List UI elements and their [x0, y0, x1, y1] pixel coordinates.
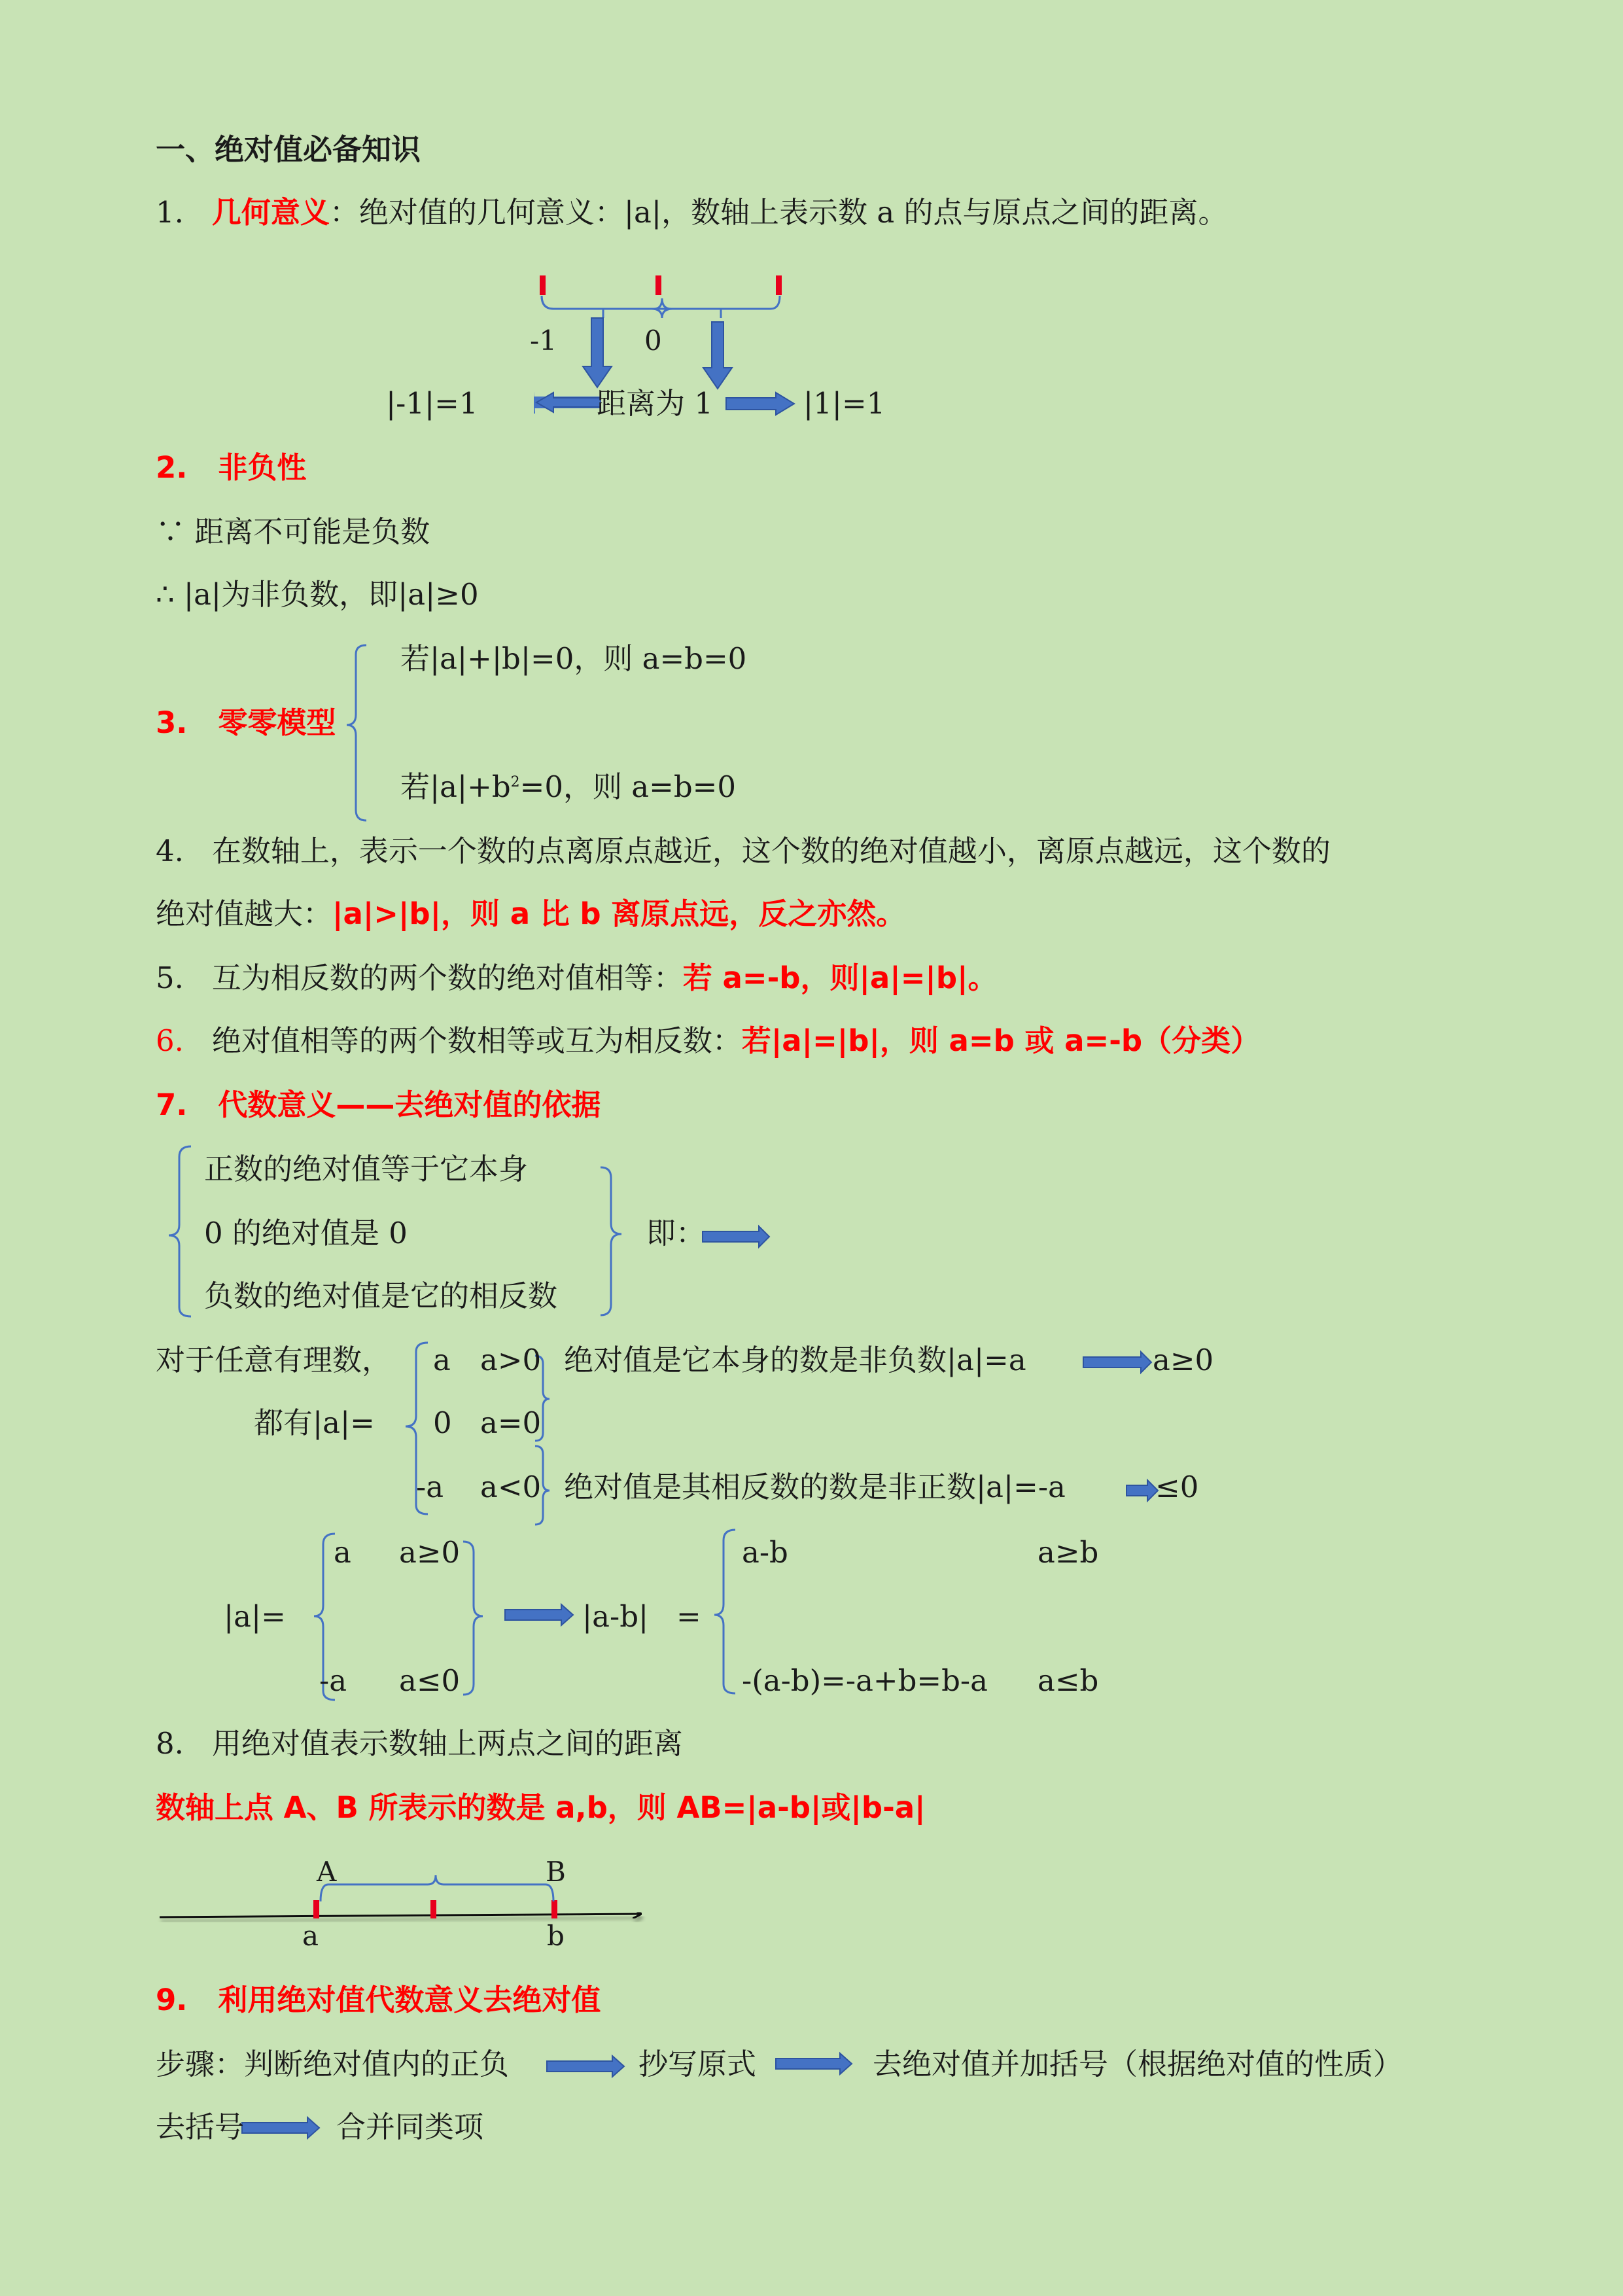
diff-case-2-value: -(a-b)=-a+b=b-a	[742, 1663, 988, 1698]
note-nonpositive-result: ≤0	[1155, 1470, 1199, 1504]
number-line-2	[160, 1914, 641, 1917]
abs-case-2-cond: a≤0	[399, 1663, 461, 1698]
down-arrow-icon	[703, 322, 732, 389]
diff-case-2-cond: a≤b	[1038, 1663, 1099, 1698]
axis2-label-A: A	[317, 1856, 337, 1888]
right-arrow-icon	[776, 2053, 852, 2074]
case-pos-cond: a>0	[480, 1343, 542, 1377]
brace-zero-model	[347, 645, 366, 821]
section-4-line-1: 4. 在数轴上，表示一个数的点离原点越近，这个数的绝对值越小，离原点越远，这个数的	[156, 834, 1331, 868]
step-5: 合并同类项	[336, 2110, 484, 2144]
section-5-line: 5. 互为相反数的两个数的绝对值相等：若 a=-b，则|a|=|b|。	[156, 961, 998, 995]
abs-lhs: |a|=	[224, 1599, 286, 1634]
section-4-line-2: 绝对值越大：|a|>|b|，则 a 比 b 离原点远，反之亦然。	[156, 896, 906, 931]
diff-case-1-cond: a≥b	[1038, 1535, 1099, 1570]
brace-left-distance-2	[542, 296, 662, 309]
down-arrow-icon	[583, 318, 612, 387]
rule-negative: 负数的绝对值是它的相反数	[204, 1279, 558, 1313]
diff-equals: =	[676, 1599, 701, 1634]
axis1-right-equation: |1|=1	[803, 386, 886, 421]
section-2-line-1: ∵ 距离不可能是负数	[156, 514, 430, 549]
brace-rules-left	[169, 1146, 191, 1316]
case-neg-cond: a<0	[480, 1470, 542, 1504]
section-3-title: 3. 零零模型	[156, 705, 336, 740]
section-2-title: 2. 非负性	[156, 450, 307, 485]
step-2: 抄写原式	[638, 2047, 757, 2081]
cases-intro: 对于任意有理数，	[156, 1343, 392, 1377]
section-6-line: 6. 绝对值相等的两个数相等或互为相反数：若|a|=|b|，则 a=b 或 a=-b（分类）	[156, 1023, 1261, 1058]
brace-left-distance	[542, 296, 672, 318]
case-neg-value: -a	[416, 1470, 444, 1504]
section-1-line	[156, 195, 1228, 230]
axis2-label-B: B	[546, 1856, 566, 1888]
right-arrow-icon	[505, 1604, 573, 1625]
right-arrow-icon	[703, 1226, 769, 1247]
case-zero-value: 0	[433, 1405, 452, 1440]
right-arrow-icon	[1126, 1480, 1158, 1501]
axis1-label-0: 0	[644, 325, 662, 357]
brace-right-distance	[662, 296, 780, 309]
tick-a	[313, 1900, 319, 1918]
rule-positive: 正数的绝对值等于它本身	[204, 1152, 529, 1186]
step-1: 步骤：判断绝对值内的正负	[156, 2047, 510, 2081]
ji-label: 即：	[646, 1216, 706, 1250]
section-3-line-2: 若$|a|+b^2=0$，则 a=b=0	[400, 769, 736, 804]
diff-lhs: |a-b|	[582, 1599, 649, 1634]
section-7-title: 7. 代数意义——去绝对值的依据	[156, 1087, 601, 1122]
rule-zero: 0 的绝对值是 0	[204, 1216, 408, 1250]
axis1-left-equation: |-1|=1	[386, 386, 478, 421]
section-2-line-2: ∴ |a|为非负数，即|a|≥0	[156, 577, 479, 612]
note-nonnegative-result: a≥0	[1153, 1343, 1214, 1377]
brace-abs-right	[463, 1542, 483, 1695]
step-3: 去绝对值并加括号（根据绝对值的性质）	[873, 2047, 1403, 2081]
tick-mid	[430, 1900, 436, 1918]
brace-diff	[714, 1530, 735, 1693]
cases-lhs: 都有|a|=	[254, 1405, 375, 1440]
tick-1	[776, 275, 782, 295]
case-zero-cond: a=0	[480, 1405, 542, 1440]
section-9-title: 9. 利用绝对值代数意义去绝对值	[156, 1983, 601, 2017]
brace-AB	[321, 1875, 553, 1901]
section-3-line-1: 若|a|+|b|=0，则 a=b=0	[400, 641, 747, 676]
page-heading: 一、绝对值必备知识	[156, 132, 421, 167]
brace-rules-right	[601, 1167, 621, 1315]
section-1-number: 1.	[156, 195, 184, 230]
right-arrow-icon	[547, 2056, 624, 2077]
right-arrow-icon	[1083, 1352, 1151, 1373]
section-1-title: 几何意义	[211, 195, 330, 230]
axis1-label-neg1: -1	[530, 325, 557, 357]
abs-case-1-cond: a≥0	[399, 1535, 461, 1570]
step-4: 去括号	[156, 2110, 245, 2144]
axis2-label-b: b	[547, 1920, 565, 1952]
abs-case-1-value: a	[334, 1535, 351, 1570]
axis1-distance-label: 距离为 1	[597, 386, 713, 421]
diff-case-1-value: a-b	[742, 1535, 788, 1570]
axis2-label-a: a	[302, 1920, 319, 1952]
left-arrow-icon	[536, 393, 601, 412]
case-pos-value: a	[433, 1343, 451, 1377]
note-nonnegative: 绝对值是它本身的数是非负数|a|=a	[564, 1343, 1026, 1377]
section-8-title: 8. 用绝对值表示数轴上两点之间的距离	[156, 1726, 683, 1761]
tick-0	[655, 275, 661, 295]
abs-case-2-value: -a	[319, 1663, 347, 1698]
section-1-text: ：绝对值的几何意义：|a|，数轴上表示数 a 的点与原点之间的距离。	[329, 195, 1228, 230]
tick-neg1	[540, 275, 546, 295]
note-nonpositive: 绝对值是其相反数的数是非正数|a|=-a	[564, 1470, 1066, 1504]
right-arrow-icon	[726, 393, 794, 415]
right-arrow-icon	[242, 2117, 319, 2138]
section-8-formula: 数轴上点 A、B 所表示的数是 a,b，则 AB=|a-b|或|b-a|	[156, 1790, 926, 1825]
tick-b	[551, 1900, 557, 1918]
